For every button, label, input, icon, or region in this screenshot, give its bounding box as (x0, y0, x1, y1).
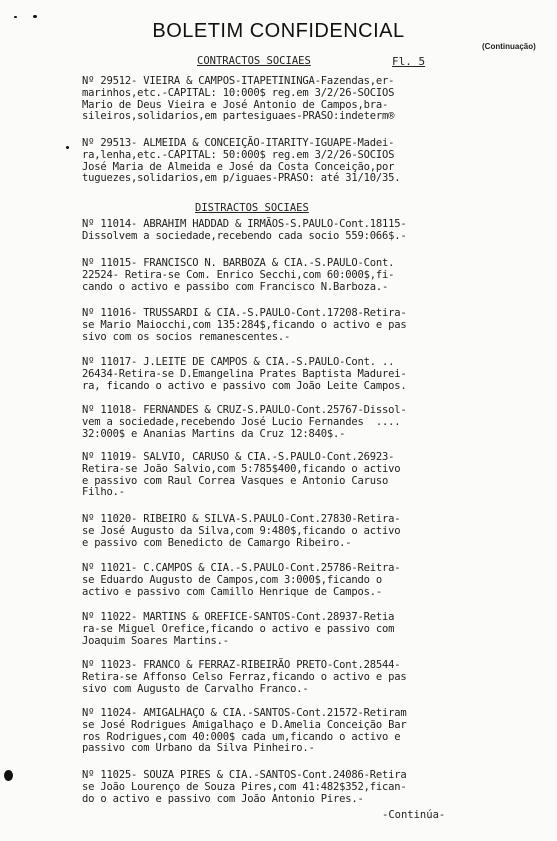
scan-speck (66, 146, 69, 149)
continues-label: -Continúa- (382, 809, 446, 821)
entry-line: Nº 11019- SALVIO, CARUSO & CIA.-S.PAULO-Cont.26923- (82, 451, 395, 463)
entry-line: 22524- Retira-se Com. Enrico Secchi,com 60:000$,fi- (82, 268, 395, 281)
entry-line: se Eduardo Augusto de Campos,com 3:000$,ficando o (82, 573, 382, 586)
register-entry (82, 660, 477, 695)
register-entry (82, 708, 477, 755)
entry-line: cando o activo e passibo com Francisco N.Barboza.- (82, 280, 389, 293)
continuation-label: (Continuação) (482, 42, 536, 51)
page-number: Fl. 5 (392, 55, 426, 68)
entry-line: sivo com os socios remanescentes.- (82, 330, 291, 343)
entry-line: Filho.- (82, 486, 125, 499)
entry-line: sivo com Augusto de Carvalho Franco.- (82, 682, 309, 695)
entry-line: se Mario Maiocchi,com 135:284$,ficando o activo e pas (82, 318, 407, 331)
register-entry (82, 514, 477, 549)
entry-line: Mario de Deus Vieira e José Antonio de Campos,bra- (82, 98, 389, 111)
register-entry (82, 612, 477, 647)
register-entry (82, 563, 477, 598)
entry-line: sileiros,solidarios,em partesiguaes-PRASO:indeterm® (82, 110, 395, 123)
entry-line: ra-se Miguel Orefice,ficando o activo e passivo com (82, 622, 395, 635)
register-entry (82, 405, 477, 440)
entry-line: 26434-Retira-se D.Emangelina Prates Baptista Madurei- (82, 367, 407, 380)
entry-line: Nº 11020- RIBEIRO & SILVA-S.PAULO-Cont.27830-Retira- (82, 513, 401, 525)
entry-line: activo e passivo com Camillo Henrique de Campos.- (82, 585, 382, 598)
entry-line: ra, ficando o activo e passivo com João Leite Campos. (82, 379, 407, 392)
scan-blot (4, 770, 13, 781)
entry-line: e passivo com Benedicto de Camargo Ribeiro.- (82, 536, 352, 549)
entry-line: se José Rodrigues Amigalhaço e D.Amelia Conceição Bar (82, 718, 407, 731)
entry-line: Nº 11015- FRANCISCO N. BARBOZA & CIA.-S.PAULO-Cont. (82, 257, 395, 269)
scan-speck (33, 15, 37, 18)
entry-line: Nº 11021- C.CAMPOS & CIA.-S.PAULO-Cont.25786-Reitra- (82, 562, 401, 574)
page-title: BOLETIM CONFIDENCIAL (152, 20, 405, 42)
entry-line: tuguezes,solidarios,em p/iguaes-PRASO: até 31/10/35. (82, 172, 401, 185)
register-entry (82, 219, 477, 243)
entry-line: José Maria de Almeida e José da Costa Conceição,por (82, 160, 395, 173)
entry-line: e passivo com Raul Correa Vasques e Antonio Caruso (82, 474, 389, 487)
entry-line: vem a sociedade,recebendo José Lucio Fernandes .... (82, 415, 401, 428)
entry-line: Nº 29512- VIEIRA & CAMPOS-ITAPETININGA-Fazendas,er- (82, 75, 395, 87)
entry-line: Nº 29513- ALMEIDA & CONCEIÇÃO-ITARITY-IGUAPE-Madei- (82, 137, 395, 149)
entry-line: do o activo e passivo com João Antonio Pires.- (82, 792, 364, 805)
entry-line: ra,lenha,etc.-CAPITAL: 50:000$ reg.em 3/2/26-SOCIOS (82, 148, 395, 161)
entry-line: Nº 11022- MARTINS & OREFICE-SANTOS-Cont.28937-Retia (82, 611, 395, 623)
register-entry (82, 258, 477, 293)
register-entry (82, 770, 477, 805)
entry-line: Retira-se Affonso Celso Ferraz,ficando o activo e pas (82, 670, 407, 683)
entry-line: Nº 11024- AMIGALHAÇO & CIA.-SANTOS-Cont.21572-Retiram (82, 707, 407, 719)
register-entry (82, 76, 477, 123)
entry-line: 32:000$ e Ananias Martins da Cruz 12:840$.- (82, 427, 346, 440)
register-entry (82, 138, 477, 185)
entry-line: se José Augusto da Silva,com 9:480$,ficando o activo (82, 524, 401, 537)
entry-line: Joaquim Soares Martins.- (82, 634, 229, 647)
register-entry (82, 452, 477, 499)
entry-line: Nº 11016- TRUSSARDI & CIA.-S.PAULO-Cont.17208-Retira- (82, 307, 407, 319)
entry-line: Nº 11018- FERNANDES & CRUZ-S.PAULO-Cont.25767-Dissol- (82, 404, 407, 416)
register-entry (82, 308, 477, 343)
section-heading-distracts: DISTRACTOS SOCIAES (195, 202, 309, 214)
entry-line: passivo com Urbano da Silva Pinheiro.- (82, 742, 315, 755)
entry-line: Retira-se João Salvio,com 5:785$400,ficando o activo (82, 462, 401, 475)
entry-line: ros Rodrigues,com 40:000$ cada um,ficando o activo e (82, 730, 401, 743)
entry-line: Nº 11017- J.LEITE DE CAMPOS & CIA.-S.PAULO-Cont. .. (82, 356, 395, 368)
entry-line: Nº 11023- FRANCO & FERRAZ-RIBEIRÃO PRETO-Cont.28544- (82, 659, 401, 671)
entry-line: marinhos,etc.-CAPITAL: 10:000$ reg.em 3/2/26-SOCIOS (82, 86, 395, 99)
register-entry (82, 357, 477, 392)
entry-line: Dissolvem a sociedade,recebendo cada socio 559:066$.- (82, 229, 407, 242)
entry-line: Nº 11025- SOUZA PIRES & CIA.-SANTOS-Cont.24086-Retira (82, 769, 407, 781)
section-heading-contracts: CONTRACTOS SOCIAES (197, 55, 311, 67)
entry-line: se João Lourenço de Souza Pires,com 41:482$352,fican- (82, 780, 407, 793)
scan-speck (14, 16, 17, 18)
entry-line: Nº 11014- ABRAHIM HADDAD & IRMÃOS-S.PAULO-Cont.18115- (82, 218, 407, 230)
